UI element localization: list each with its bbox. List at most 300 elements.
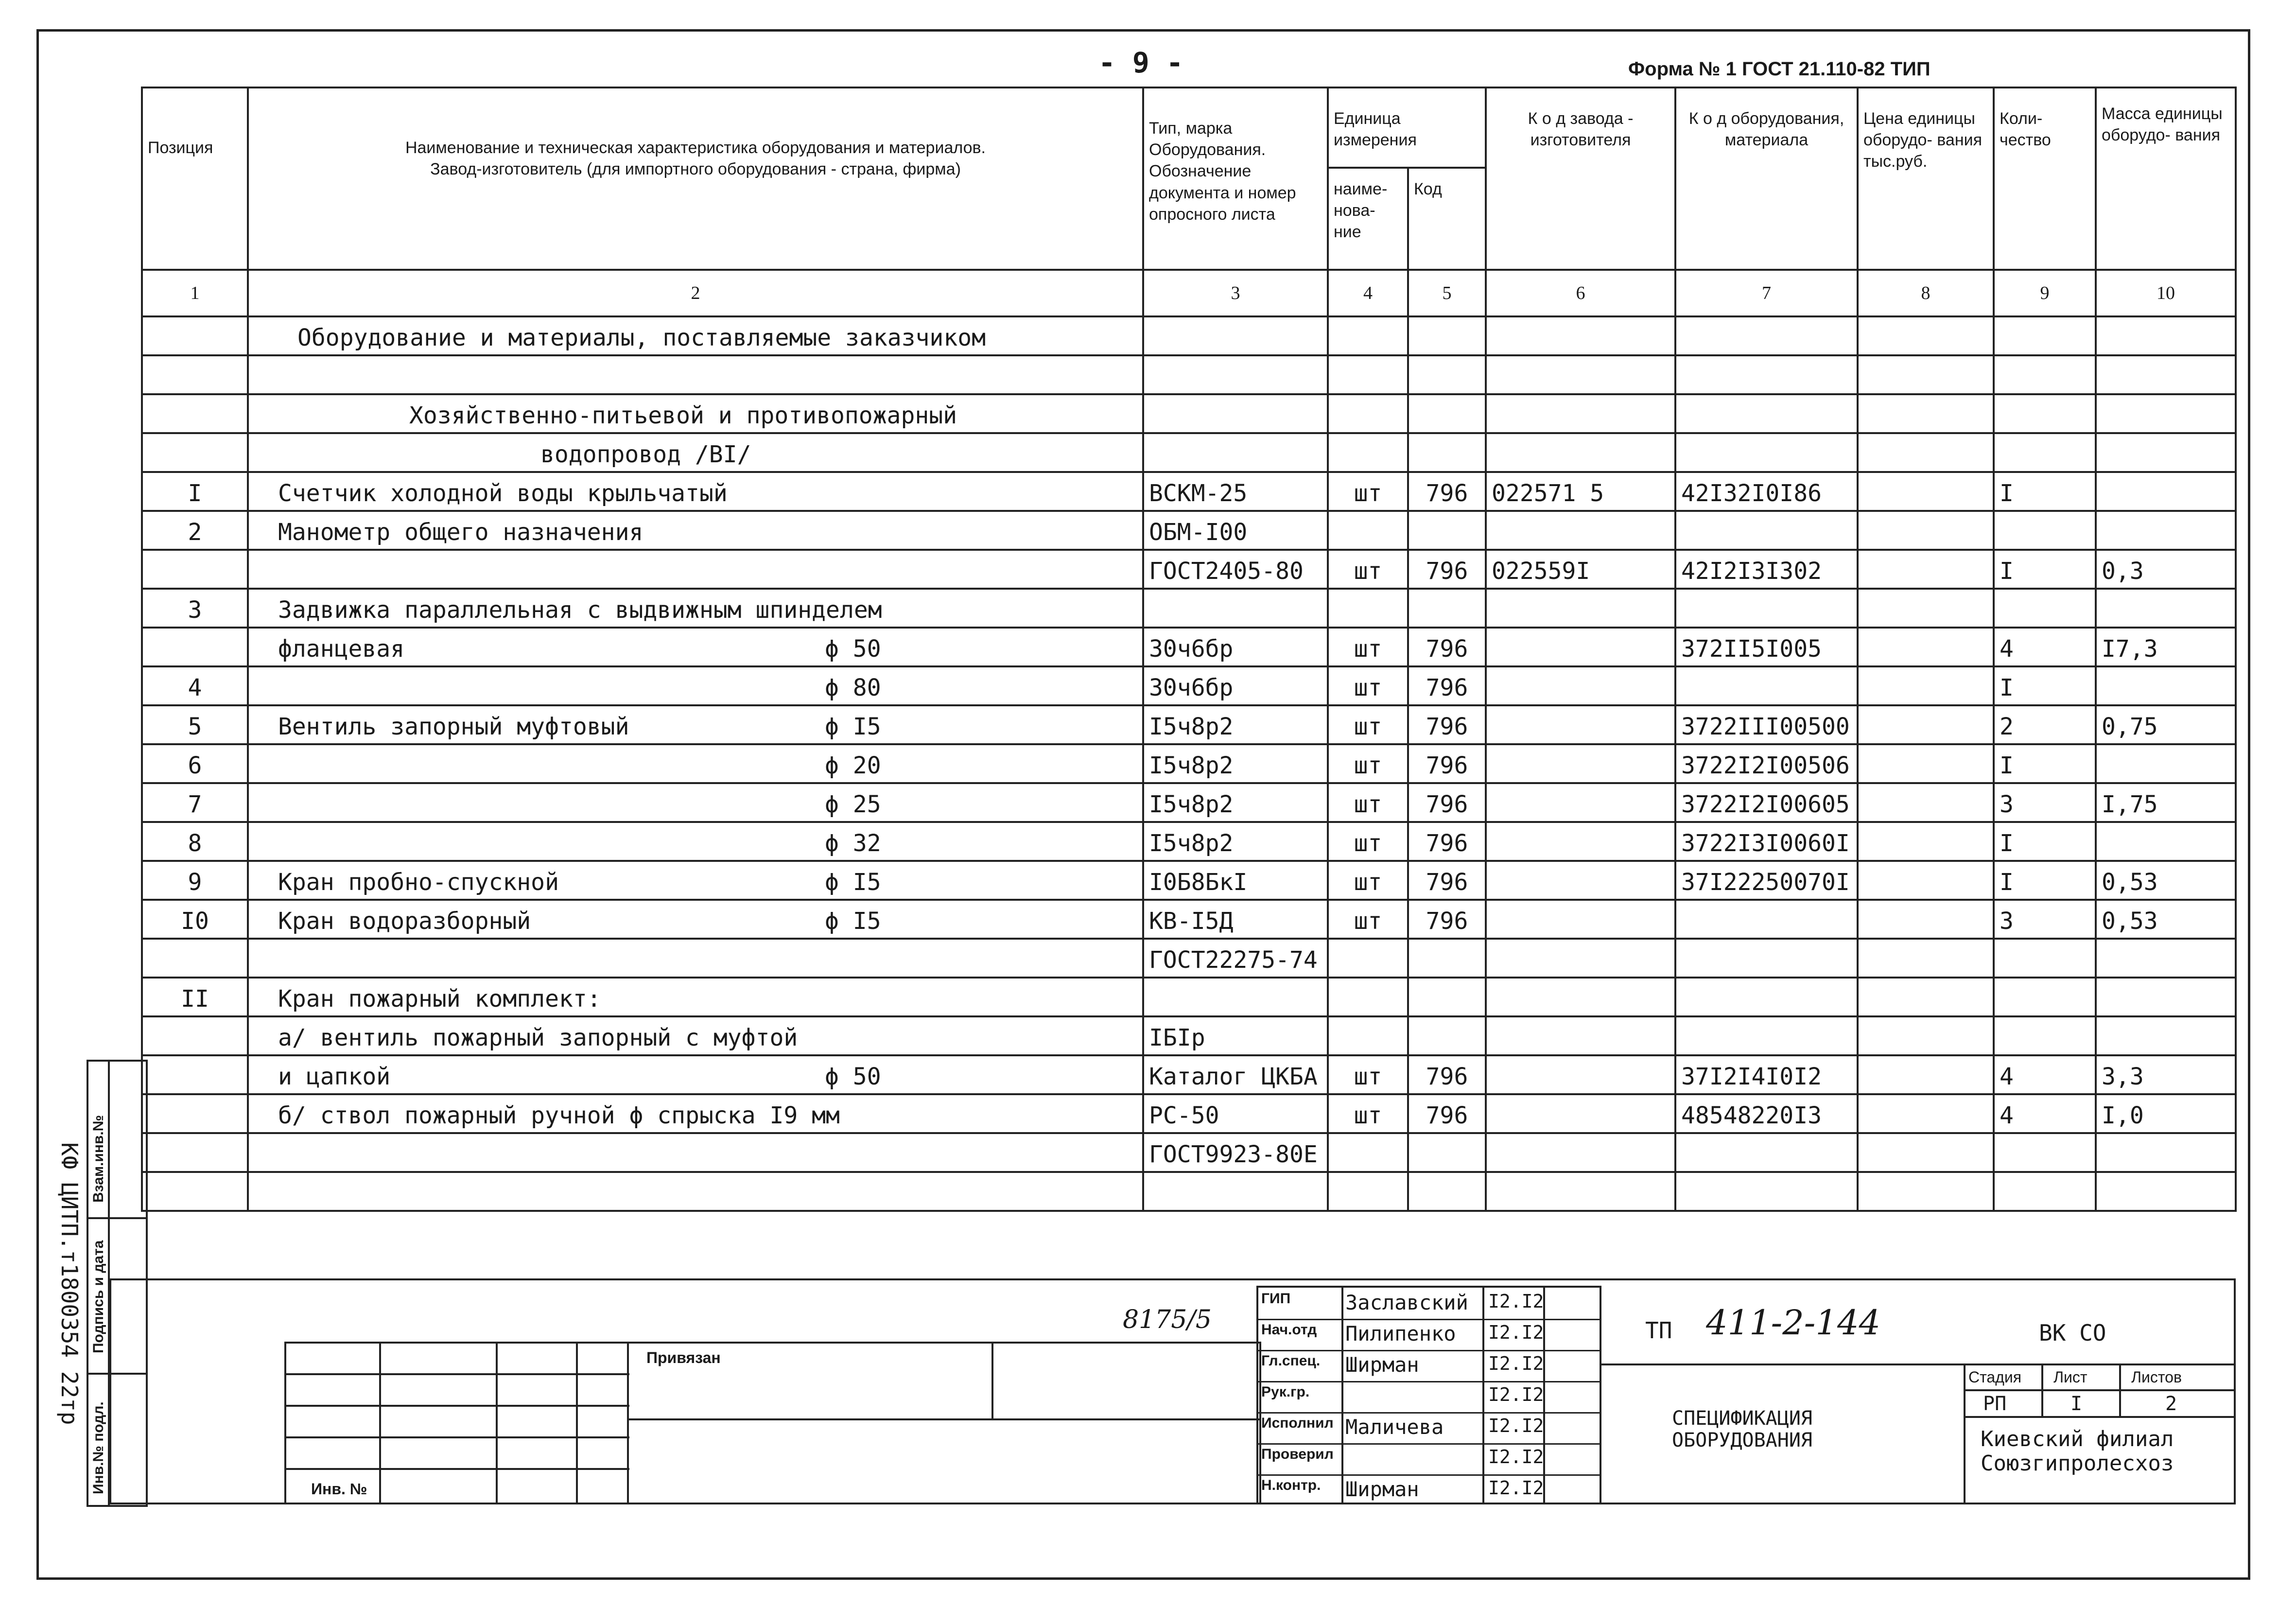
header-unit-name: наиме- нова- ние bbox=[1328, 168, 1408, 270]
cell-plant bbox=[1486, 705, 1675, 744]
side-label-signature: Подпись и дата bbox=[90, 1240, 106, 1353]
cell-price bbox=[1858, 1016, 1994, 1055]
cell-plant bbox=[1486, 394, 1675, 433]
cell-unit: шт bbox=[1328, 861, 1408, 900]
cell-qty bbox=[1994, 316, 2096, 355]
cell-equip bbox=[1675, 1016, 1858, 1055]
cell-pos bbox=[142, 394, 248, 433]
cell-mass: 0,3 bbox=[2096, 550, 2236, 589]
project-prefix: ТП bbox=[1645, 1317, 1672, 1344]
cell-plant: 022559I bbox=[1486, 550, 1675, 589]
cell-pos bbox=[142, 1055, 248, 1094]
cell-price bbox=[1858, 978, 1994, 1016]
cell-mass: 3,3 bbox=[2096, 1055, 2236, 1094]
cell-unit: шт bbox=[1328, 628, 1408, 666]
cell-equip: 37I22250070I bbox=[1675, 861, 1858, 900]
cell-type bbox=[1143, 316, 1328, 355]
cell-pos: 6 bbox=[142, 744, 248, 783]
nominal-diameter: ϕ 20 bbox=[825, 752, 881, 779]
cell-equip bbox=[1675, 666, 1858, 705]
cell-name bbox=[248, 394, 1143, 433]
cell-name bbox=[248, 433, 1143, 472]
cell-unit bbox=[1328, 1016, 1408, 1055]
item-name: а/ вентиль пожарный запорный с муфтой bbox=[278, 1024, 798, 1051]
sheet-value: I bbox=[2070, 1393, 2083, 1415]
cell-equip bbox=[1675, 394, 1858, 433]
cell-plant bbox=[1486, 628, 1675, 666]
signature-date: I2.I2 bbox=[1488, 1384, 1544, 1405]
cell-name bbox=[248, 1016, 1143, 1055]
col-number: 4 bbox=[1328, 270, 1408, 316]
cell-name bbox=[248, 705, 1143, 744]
cell-pos: I bbox=[142, 472, 248, 511]
cell-name bbox=[248, 355, 1143, 394]
header-type: Тип, марка Оборудования. Обозначение документа и номер опросного листа bbox=[1143, 87, 1328, 270]
cell-price bbox=[1858, 433, 1994, 472]
cell-qty: 4 bbox=[1994, 628, 2096, 666]
signature-role: Рук.гр. bbox=[1261, 1384, 1310, 1400]
cell-qty: 4 bbox=[1994, 1055, 2096, 1094]
item-name: Кран пожарный комплект: bbox=[278, 985, 601, 1013]
signature-name: Пилипенко bbox=[1345, 1322, 1456, 1346]
nominal-diameter: ϕ 50 bbox=[825, 635, 881, 663]
cell-mass bbox=[2096, 939, 2236, 978]
sheet-label: Лист bbox=[2053, 1368, 2087, 1386]
cell-code: 796 bbox=[1408, 822, 1486, 861]
table-row bbox=[142, 1133, 2236, 1172]
cell-unit: шт bbox=[1328, 783, 1408, 822]
cell-unit bbox=[1328, 978, 1408, 1016]
item-name: Счетчик холодной воды крыльчатый bbox=[278, 480, 728, 507]
cell-name bbox=[248, 550, 1143, 589]
cell-unit bbox=[1328, 355, 1408, 394]
cell-code: 796 bbox=[1408, 705, 1486, 744]
cell-pos bbox=[142, 939, 248, 978]
cell-code: 796 bbox=[1408, 666, 1486, 705]
cell-plant: 022571 5 bbox=[1486, 472, 1675, 511]
table-row bbox=[142, 900, 2236, 939]
nominal-diameter: ϕ 32 bbox=[825, 830, 881, 857]
cell-type: 30ч6бр bbox=[1143, 628, 1328, 666]
signature-role: Гл.спец. bbox=[1261, 1353, 1321, 1369]
item-name: Хозяйственно-питьевой и противопожарный bbox=[409, 402, 957, 429]
cell-type: ГОСТ2405-80 bbox=[1143, 550, 1328, 589]
cell-code bbox=[1408, 355, 1486, 394]
cell-unit: шт bbox=[1328, 900, 1408, 939]
cell-price bbox=[1858, 822, 1994, 861]
cell-name bbox=[248, 822, 1143, 861]
cell-plant bbox=[1486, 1133, 1675, 1172]
cell-name bbox=[248, 628, 1143, 666]
cell-code: 796 bbox=[1408, 744, 1486, 783]
cell-qty: 3 bbox=[1994, 900, 2096, 939]
cell-price bbox=[1858, 1094, 1994, 1133]
cell-mass bbox=[2096, 511, 2236, 550]
cell-plant bbox=[1486, 355, 1675, 394]
item-name: и цапкой bbox=[278, 1063, 391, 1090]
document-code: ВК СО bbox=[2039, 1320, 2106, 1346]
cell-plant bbox=[1486, 589, 1675, 628]
signature-date: I2.I2 bbox=[1488, 1291, 1544, 1312]
cell-equip: 48548220I3 bbox=[1675, 1094, 1858, 1133]
table-row bbox=[142, 861, 2236, 900]
cell-unit bbox=[1328, 589, 1408, 628]
item-name: фланцевая bbox=[278, 635, 405, 663]
cell-code bbox=[1408, 433, 1486, 472]
cell-mass bbox=[2096, 589, 2236, 628]
sheets-label: Листов bbox=[2131, 1368, 2182, 1386]
cell-code bbox=[1408, 1172, 1486, 1211]
cell-qty: 2 bbox=[1994, 705, 2096, 744]
cell-mass bbox=[2096, 394, 2236, 433]
item-name: Вентиль запорный муфтовый bbox=[278, 713, 629, 740]
cell-price bbox=[1858, 511, 1994, 550]
item-name: Задвижка параллельная с выдвижным шпинделем bbox=[278, 596, 882, 624]
table-row bbox=[142, 394, 2236, 433]
cell-qty bbox=[1994, 978, 2096, 1016]
cell-price bbox=[1858, 861, 1994, 900]
cell-qty bbox=[1994, 1016, 2096, 1055]
table-row bbox=[142, 1094, 2236, 1133]
cell-mass bbox=[2096, 1016, 2236, 1055]
cell-code: 796 bbox=[1408, 900, 1486, 939]
cell-unit: шт bbox=[1328, 1094, 1408, 1133]
cell-plant bbox=[1486, 316, 1675, 355]
cell-qty bbox=[1994, 939, 2096, 978]
header-unit-code: Код bbox=[1408, 168, 1486, 270]
cell-unit bbox=[1328, 433, 1408, 472]
cell-code: 796 bbox=[1408, 1094, 1486, 1133]
table-row bbox=[142, 589, 2236, 628]
cell-pos bbox=[142, 355, 248, 394]
header-mass: Масса единицы оборудо- вания bbox=[2096, 87, 2236, 270]
signature-date: I2.I2 bbox=[1488, 1446, 1544, 1468]
cell-type: I0Б8БкI bbox=[1143, 861, 1328, 900]
cell-name bbox=[248, 1133, 1143, 1172]
signature-role: ГИП bbox=[1261, 1291, 1291, 1307]
signature-role: Н.контр. bbox=[1261, 1477, 1321, 1493]
cell-unit: шт bbox=[1328, 1055, 1408, 1094]
cell-price bbox=[1858, 550, 1994, 589]
cell-equip bbox=[1675, 978, 1858, 1016]
cell-type: РС-50 bbox=[1143, 1094, 1328, 1133]
cell-mass bbox=[2096, 744, 2236, 783]
form-reference: Форма № 1 ГОСТ 21.110-82 ТИП bbox=[1628, 58, 1931, 80]
table-row bbox=[142, 783, 2236, 822]
column-numbers-row bbox=[142, 270, 2236, 316]
cell-qty: I bbox=[1994, 861, 2096, 900]
cell-name bbox=[248, 511, 1143, 550]
cell-pos bbox=[142, 628, 248, 666]
registration-number: 8175/5 bbox=[1123, 1305, 1212, 1334]
cell-type: 30ч6бр bbox=[1143, 666, 1328, 705]
header-price: Цена единицы оборудо- вания тыс.руб. bbox=[1858, 87, 1994, 270]
col-number: 1 bbox=[142, 270, 248, 316]
cell-name bbox=[248, 978, 1143, 1016]
cell-type: ГОСТ9923-80Е bbox=[1143, 1133, 1328, 1172]
document-title-line1: СПЕЦИФИКАЦИЯ bbox=[1672, 1407, 1812, 1430]
cell-code: 796 bbox=[1408, 628, 1486, 666]
header-equipment-code: К о д оборудования, материала bbox=[1675, 87, 1858, 270]
cell-plant bbox=[1486, 1055, 1675, 1094]
cell-type bbox=[1143, 355, 1328, 394]
cell-plant bbox=[1486, 511, 1675, 550]
cell-pos bbox=[142, 433, 248, 472]
cell-unit: шт bbox=[1328, 705, 1408, 744]
cell-code bbox=[1408, 1016, 1486, 1055]
cell-mass bbox=[2096, 355, 2236, 394]
cell-unit: шт bbox=[1328, 472, 1408, 511]
stage-label: Стадия bbox=[1968, 1368, 2022, 1386]
cell-code bbox=[1408, 939, 1486, 978]
cell-qty: 4 bbox=[1994, 1094, 2096, 1133]
cell-equip bbox=[1675, 939, 1858, 978]
cell-unit bbox=[1328, 1172, 1408, 1211]
cell-name bbox=[248, 472, 1143, 511]
cell-equip: 37I2I4I0I2 bbox=[1675, 1055, 1858, 1094]
nominal-diameter: ϕ I5 bbox=[825, 713, 881, 740]
table-row bbox=[142, 1016, 2236, 1055]
cell-pos: 8 bbox=[142, 822, 248, 861]
cell-equip: 3722III00500 bbox=[1675, 705, 1858, 744]
cell-name bbox=[248, 316, 1143, 355]
cell-price bbox=[1858, 1133, 1994, 1172]
table-row bbox=[142, 1172, 2236, 1211]
cell-mass: 0,75 bbox=[2096, 705, 2236, 744]
cell-price bbox=[1858, 744, 1994, 783]
signature-date: I2.I2 bbox=[1488, 1322, 1544, 1343]
table-row bbox=[142, 822, 2236, 861]
col-number: 7 bbox=[1675, 270, 1858, 316]
nominal-diameter: ϕ 25 bbox=[825, 791, 881, 818]
project-number: 411-2-144 bbox=[1706, 1303, 1881, 1343]
cell-code bbox=[1408, 316, 1486, 355]
cell-type: ВСКМ-25 bbox=[1143, 472, 1328, 511]
cell-unit bbox=[1328, 1133, 1408, 1172]
cell-name bbox=[248, 1172, 1143, 1211]
cell-equip bbox=[1675, 511, 1858, 550]
cell-name bbox=[248, 783, 1143, 822]
cell-mass: I7,3 bbox=[2096, 628, 2236, 666]
signature-name: Ширман bbox=[1345, 1477, 1419, 1501]
item-name: Кран пробно-спускной bbox=[278, 869, 559, 896]
cell-mass bbox=[2096, 433, 2236, 472]
organization-line2: Союзгипролесхоз bbox=[1981, 1451, 2174, 1476]
table-row bbox=[142, 705, 2236, 744]
nominal-diameter: ϕ I5 bbox=[825, 869, 881, 896]
cell-type bbox=[1143, 1172, 1328, 1211]
bound-label: Привязан bbox=[646, 1349, 721, 1366]
cell-mass bbox=[2096, 316, 2236, 355]
table-row bbox=[142, 744, 2236, 783]
header-quantity: Коли- чество bbox=[1994, 87, 2096, 270]
cell-code: 796 bbox=[1408, 472, 1486, 511]
cell-type: КВ-I5Д bbox=[1143, 900, 1328, 939]
cell-equip: 3722I2I00605 bbox=[1675, 783, 1858, 822]
cell-unit bbox=[1328, 511, 1408, 550]
cell-equip: 372II5I005 bbox=[1675, 628, 1858, 666]
cell-plant bbox=[1486, 861, 1675, 900]
table-header bbox=[142, 87, 2236, 316]
cell-unit bbox=[1328, 316, 1408, 355]
cell-name bbox=[248, 900, 1143, 939]
cell-mass bbox=[2096, 1172, 2236, 1211]
cell-code bbox=[1408, 589, 1486, 628]
cell-type bbox=[1143, 394, 1328, 433]
cell-unit bbox=[1328, 394, 1408, 433]
cell-price bbox=[1858, 472, 1994, 511]
cell-equip bbox=[1675, 355, 1858, 394]
archive-code: КФ ЦИТП.т1800354 22тр bbox=[56, 1142, 83, 1425]
cell-price bbox=[1858, 316, 1994, 355]
cell-mass: I,0 bbox=[2096, 1094, 2236, 1133]
signature-date: I2.I2 bbox=[1488, 1353, 1544, 1374]
header-name bbox=[248, 87, 1143, 270]
cell-price bbox=[1858, 1055, 1994, 1094]
cell-name bbox=[248, 1055, 1143, 1094]
table-row bbox=[142, 666, 2236, 705]
cell-price bbox=[1858, 1172, 1994, 1211]
cell-mass bbox=[2096, 822, 2236, 861]
cell-price bbox=[1858, 589, 1994, 628]
cell-code bbox=[1408, 1133, 1486, 1172]
cell-plant bbox=[1486, 666, 1675, 705]
table-row bbox=[142, 628, 2236, 666]
side-label-inv: Инв.№ подл. bbox=[90, 1401, 106, 1494]
table-row bbox=[142, 550, 2236, 589]
cell-code: 796 bbox=[1408, 861, 1486, 900]
cell-unit: шт bbox=[1328, 550, 1408, 589]
cell-mass bbox=[2096, 666, 2236, 705]
nominal-diameter: ϕ I5 bbox=[825, 908, 881, 935]
cell-equip bbox=[1675, 1133, 1858, 1172]
specification-table bbox=[141, 87, 2237, 1212]
cell-equip: 42I32I0I86 bbox=[1675, 472, 1858, 511]
cell-pos: 3 bbox=[142, 589, 248, 628]
table-row bbox=[142, 1055, 2236, 1094]
cell-name bbox=[248, 589, 1143, 628]
cell-qty bbox=[1994, 1133, 2096, 1172]
cell-type: ГОСТ22275-74 bbox=[1143, 939, 1328, 978]
cell-equip: 3722I2I00506 bbox=[1675, 744, 1858, 783]
cell-code bbox=[1408, 511, 1486, 550]
cell-equip bbox=[1675, 1172, 1858, 1211]
cell-unit: шт bbox=[1328, 744, 1408, 783]
cell-pos: 7 bbox=[142, 783, 248, 822]
cell-pos bbox=[142, 1172, 248, 1211]
signature-date: I2.I2 bbox=[1488, 1415, 1544, 1436]
cell-qty bbox=[1994, 1172, 2096, 1211]
cell-qty bbox=[1994, 394, 2096, 433]
header-unit: Единица измерения bbox=[1328, 87, 1486, 168]
cell-name bbox=[248, 861, 1143, 900]
cell-qty bbox=[1994, 511, 2096, 550]
stage-value: РП bbox=[1983, 1393, 2007, 1415]
cell-price bbox=[1858, 628, 1994, 666]
cell-type bbox=[1143, 589, 1328, 628]
col-number: 8 bbox=[1858, 270, 1994, 316]
cell-equip: 42I2I3I302 bbox=[1675, 550, 1858, 589]
col-number: 5 bbox=[1408, 270, 1486, 316]
cell-type: I5ч8р2 bbox=[1143, 705, 1328, 744]
cell-qty bbox=[1994, 589, 2096, 628]
item-name: Кран водоразборный bbox=[278, 908, 531, 935]
cell-code: 796 bbox=[1408, 783, 1486, 822]
cell-plant bbox=[1486, 1172, 1675, 1211]
cell-price bbox=[1858, 705, 1994, 744]
col-number: 9 bbox=[1994, 270, 2096, 316]
table-row bbox=[142, 472, 2236, 511]
cell-pos: I0 bbox=[142, 900, 248, 939]
signature-name: Ширман bbox=[1345, 1353, 1419, 1377]
cell-qty: 3 bbox=[1994, 783, 2096, 822]
header-name-line2: Завод-изготовитель (для импортного оборудования - страна, фирма) bbox=[430, 160, 961, 179]
table-row bbox=[142, 433, 2236, 472]
cell-pos: II bbox=[142, 978, 248, 1016]
col-number: 6 bbox=[1486, 270, 1675, 316]
cell-code bbox=[1408, 394, 1486, 433]
cell-mass: 0,53 bbox=[2096, 861, 2236, 900]
header-name-line1: Наименование и техническая характеристика оборудования и материалов. bbox=[405, 139, 986, 157]
cell-qty: I bbox=[1994, 472, 2096, 511]
item-name: водопровод /BI/ bbox=[540, 441, 751, 468]
col-number: 3 bbox=[1143, 270, 1328, 316]
header-plant-code: К о д завода - изготовителя bbox=[1486, 87, 1675, 270]
cell-mass bbox=[2096, 978, 2236, 1016]
cell-pos bbox=[142, 1133, 248, 1172]
cell-price bbox=[1858, 900, 1994, 939]
cell-pos bbox=[142, 1016, 248, 1055]
nominal-diameter: ϕ 80 bbox=[825, 674, 881, 701]
cell-pos: 5 bbox=[142, 705, 248, 744]
signature-name: Маличева bbox=[1345, 1415, 1444, 1439]
cell-equip bbox=[1675, 316, 1858, 355]
cell-plant bbox=[1486, 433, 1675, 472]
cell-pos bbox=[142, 1094, 248, 1133]
header-position: Позиция bbox=[142, 87, 248, 270]
cell-type: IБIр bbox=[1143, 1016, 1328, 1055]
cell-mass: 0,53 bbox=[2096, 900, 2236, 939]
organization-line1: Киевский филиал bbox=[1981, 1427, 2174, 1451]
table-row bbox=[142, 355, 2236, 394]
cell-unit bbox=[1328, 939, 1408, 978]
cell-mass: I,75 bbox=[2096, 783, 2236, 822]
cell-type: I5ч8р2 bbox=[1143, 744, 1328, 783]
cell-price bbox=[1858, 355, 1994, 394]
cell-plant bbox=[1486, 939, 1675, 978]
cell-qty: I bbox=[1994, 550, 2096, 589]
cell-plant bbox=[1486, 783, 1675, 822]
cell-unit: шт bbox=[1328, 666, 1408, 705]
cell-qty: I bbox=[1994, 744, 2096, 783]
cell-price bbox=[1858, 666, 1994, 705]
cell-code: 796 bbox=[1408, 550, 1486, 589]
cell-code: 796 bbox=[1408, 1055, 1486, 1094]
cell-pos bbox=[142, 550, 248, 589]
cell-equip: 3722I3I0060I bbox=[1675, 822, 1858, 861]
sheets-value: 2 bbox=[2165, 1393, 2177, 1415]
cell-name bbox=[248, 1094, 1143, 1133]
cell-equip bbox=[1675, 589, 1858, 628]
cell-plant bbox=[1486, 1094, 1675, 1133]
cell-pos: 2 bbox=[142, 511, 248, 550]
col-number: 2 bbox=[248, 270, 1143, 316]
signature-role: Нач.отд bbox=[1261, 1322, 1317, 1338]
cell-mass bbox=[2096, 472, 2236, 511]
table-row bbox=[142, 978, 2236, 1016]
side-label-replace: Взам.инв.№ bbox=[90, 1115, 106, 1203]
item-name: Оборудование и материалы, поставляемые заказчиком bbox=[297, 324, 986, 351]
